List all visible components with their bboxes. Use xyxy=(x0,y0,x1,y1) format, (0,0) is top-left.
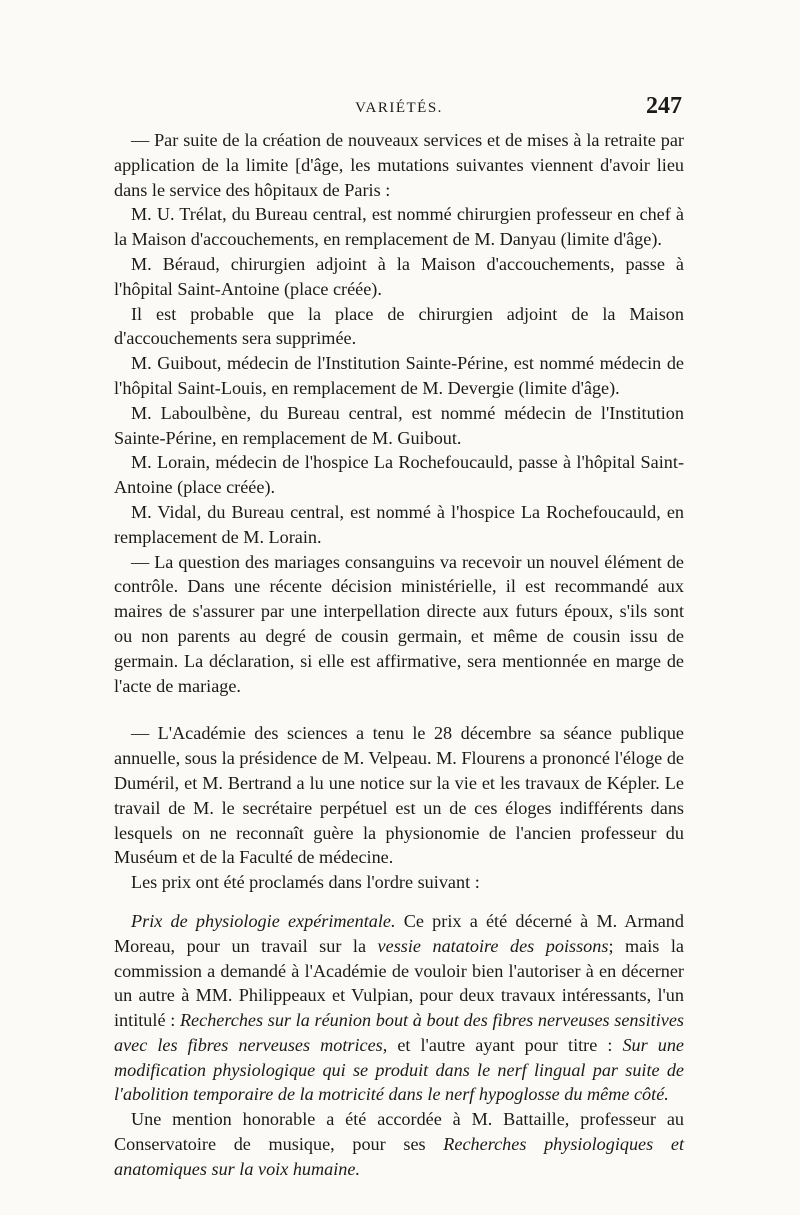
paragraph-guibout: M. Guibout, médecin de l'Institution Sainte-Périne, est nommé médecin de l'hôpital Saint-Louis, en remplacement de M. Devergie (limite d'âge). xyxy=(114,353,684,398)
prize-text-3: , et l'autre ayant pour titre : xyxy=(382,1034,623,1055)
work-title-recherches: Recherches sur la réunion bout à bout des fibres nerveuses sensitives avec les fibres nerveuses motrices xyxy=(114,1010,684,1055)
running-title: VARIÉTÉS. xyxy=(355,100,443,116)
paragraph-mariages-consanguins: — La question des mariages consanguins va recevoir un nouvel élément de contrôle. Dans une récente décision ministérielle, il est recommandé aux maires de s'assurer par une interpellation directe aux futurs époux, s'ils sont ou non parents au degré de cousin germain, et même de cousin issu de germain. La déclaration, si elle est affirmative, sera mentionnée en marge de l'acte de mariage. xyxy=(114,551,684,696)
mention-text: Une mention honorable a été accordée à M. Battaille, professeur au Conservatoire de musique, pour ses xyxy=(114,1109,684,1155)
work-title-vessie: vessie natatoire des poissons xyxy=(377,935,609,956)
prize-title: Prix de physiologie expérimentale. xyxy=(131,910,396,931)
paragraph-laboulbene: M. Laboulbène, du Bureau central, est nommé médecin de l'Institution Sainte-Périne, en remplacement de M. Guibout. xyxy=(114,402,684,448)
paragraph-mention-honorable xyxy=(114,1107,684,1181)
paragraph-prix-physiologie xyxy=(114,909,684,1107)
paragraph-trelat: M. U. Trélat, du Bureau central, est nommé chirurgien professeur en chef à la Maison d'accouchements, en remplacement de M. Danyau (limite d'âge). xyxy=(114,204,684,250)
body-text xyxy=(114,128,684,1182)
page-header xyxy=(116,93,682,126)
prize-text-1: Ce prix a été décerné à M. Armand Moreau, pour un travail sur la xyxy=(114,910,684,956)
work-title-voix-humaine: Recherches physiologiques et anatomiques sur la voix humaine. xyxy=(114,1134,684,1179)
paragraph-chirurgien-adjoint: Il est probable que la place de chirurgien adjoint de la Maison d'accouchements sera supprimée. xyxy=(114,303,684,349)
paragraph-lorain: M. Lorain, médecin de l'hospice La Rochefoucauld, passe à l'hôpital Saint-Antoine (place créée). xyxy=(114,452,684,498)
paragraph-mutations-intro: — Par suite de la création de nouveaux services et de mises à la retraite par application de la limite [d'âge, les mutations suivantes viennent d'avoir lieu dans le service des hôpitaux de Paris : xyxy=(114,130,684,200)
paragraph-prix-intro: Les prix ont été proclamés dans l'ordre suivant : xyxy=(131,872,480,893)
paragraph-academie-sciences: — L'Académie des sciences a tenu le 28 décembre sa séance publique annuelle, sous la présidence de M. Velpeau. M. Flourens a prononcé l'éloge de Duméril, et M. Bertrand a lu une notice sur la vie et les travaux de Képler. Le travail de M. le secrétaire perpétuel est un de ces éloges indifférents dans lesquels on ne reconnaît guère la physionomie de l'ancien professeur du Muséum et de la Faculté de médecine. xyxy=(114,723,684,868)
page-number: 247 xyxy=(646,93,682,119)
paragraph-vidal: M. Vidal, du Bureau central, est nommé à l'hospice La Rochefoucauld, en remplacement de M. Lorain. xyxy=(114,501,684,547)
prize-text-2: ; mais la commission a demandé à l'Académie de vouloir bien l'autoriser à en décerner un autre à MM. Philippeaux et Vulpian, pour deux travaux intéressants, l'un intitulé : xyxy=(114,935,684,1031)
paragraph-beraud: M. Béraud, chirurgien adjoint à la Maison d'accouchements, passe à l'hôpital Saint-Antoine (place créée). xyxy=(114,253,684,299)
work-title-modification: Sur une modification physiologique qui se produit dans le nerf lingual par suite de l'abolition temporaire de la motricité dans le nerf hypoglosse du même côté. xyxy=(114,1034,684,1105)
